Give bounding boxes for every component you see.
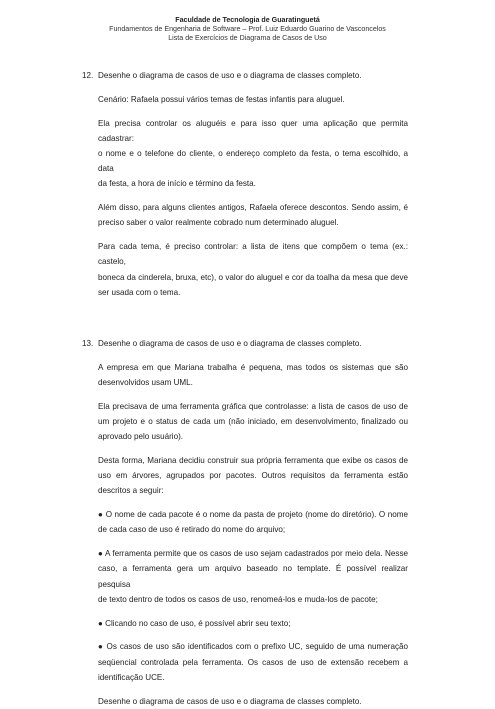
paragraph-line: ● A ferramenta permite que os casos de uso sejam cadastrados por meio dela. Nesse [98,549,408,559]
paragraph-line: seqüencial controlada pela ferramenta. Os casos de uso de extensão recebem a [98,657,408,667]
exercise-list [82,68,408,709]
paragraph-line: descritos a seguir: [98,486,164,496]
paragraph-line: ser usada com o tema. [98,287,181,297]
paragraph-line: Desenhe o diagrama de casos de uso e o diagrama de classes completo. [98,696,362,706]
paragraph [98,200,408,230]
paragraph [98,399,408,445]
paragraph-line: uso em árvores, agrupados por pacotes. Outros requisitos da ferramenta estão [98,471,408,481]
paragraph [98,116,408,192]
paragraph-line: A empresa em que Mariana trabalha é pequena, mas todos os sistemas que são [98,362,408,372]
paragraph-line: ● Clicando no caso de uso, é possível abrir seu texto; [98,618,291,628]
institution-name: Faculdade de Tecnologia de Guaratinguetá [175,16,320,24]
exercise-statement [82,68,408,83]
paragraph-line: ● Os casos de uso são identificados com o prefixo UC, seguido de uma numeração [98,642,408,652]
exercise-statement-text: Desenhe o diagrama de casos de uso e o diagrama de classes completo. [98,339,362,349]
paragraph-line: Cenário: Rafaela possui vários temas de festas infantis para aluguel. [98,94,345,104]
exercise-statement-text: Desenhe o diagrama de casos de uso e o diagrama de classes completo. [98,71,362,80]
exercise-statement [82,336,408,351]
paragraph [98,616,408,631]
paragraph [98,507,408,537]
paragraph [98,360,408,390]
paragraph-line: preciso saber o valor realmente cobrado num determinado aluguel. [98,218,339,228]
paragraph [98,453,408,499]
paragraph [98,546,408,607]
exercise-number: 12. [82,71,94,80]
exercise-number: 13. [82,339,94,349]
paragraph-line: caso, a ferramenta gera um arquivo baseado no template. É possível realizar pesquisa [98,564,408,589]
paragraph [98,639,408,685]
paragraph-line: Ela precisa controlar os aluguéis e para isso quer uma aplicação que permita cadastrar: [98,118,408,143]
paragraph-line: Além disso, para alguns clientes antigos, Rafaela oferece descontos. Sendo assim, é [98,203,408,213]
paragraph-line: desenvolvidos usam UML. [98,378,193,388]
paragraph-line: Desta forma, Mariana decidiu construir sua própria ferramenta que exibe os casos de [98,456,408,466]
paragraph [98,694,408,709]
paragraph-line: Ela precisava de uma ferramenta gráfica que controlasse: a lista de casos de uso de [98,401,408,411]
paragraph [98,92,408,107]
exercise-1 [82,336,408,709]
paragraph-line: de cada caso de uso é retirado do nome do arquivo; [98,525,286,535]
paragraph-line: da festa, a hora de início e término da festa. [98,179,256,189]
course-name: Fundamentos de Engenharia de Software – Prof. Luiz Eduardo Guarino de Vasconcelos [109,25,386,33]
paragraph-line: identificação UCE. [98,672,165,682]
paragraph-line: ● O nome de cada pacote é o nome da pasta de projeto (nome do diretório). O nome [98,510,408,520]
page-header [0,16,495,43]
document-subtitle: Lista de Exercícios de Diagrama de Casos de Uso [168,34,327,42]
paragraph-line: boneca da cinderela, bruxa, etc), o valor do aluguel e cor da toalha da mesa que deve [98,272,408,282]
paragraph-line: o nome e o telefone do cliente, o endereço completo da festa, o tema escolhido, a data [98,149,408,174]
paragraph-line: Para cada tema, é preciso controlar: a lista de itens que compõem o tema (ex.: castelo, [98,242,408,267]
exercise-0 [82,68,408,300]
paragraph-line: um projeto e o status de cada um (não iniciado, em desenvolvimento, finalizado ou [98,417,408,427]
paragraph-line: de texto dentro de todos os casos de uso, renomeá-los e muda-los de pacote; [98,594,378,604]
paragraph [98,239,408,300]
paragraph-line: aprovado pelo usuário). [98,432,184,442]
